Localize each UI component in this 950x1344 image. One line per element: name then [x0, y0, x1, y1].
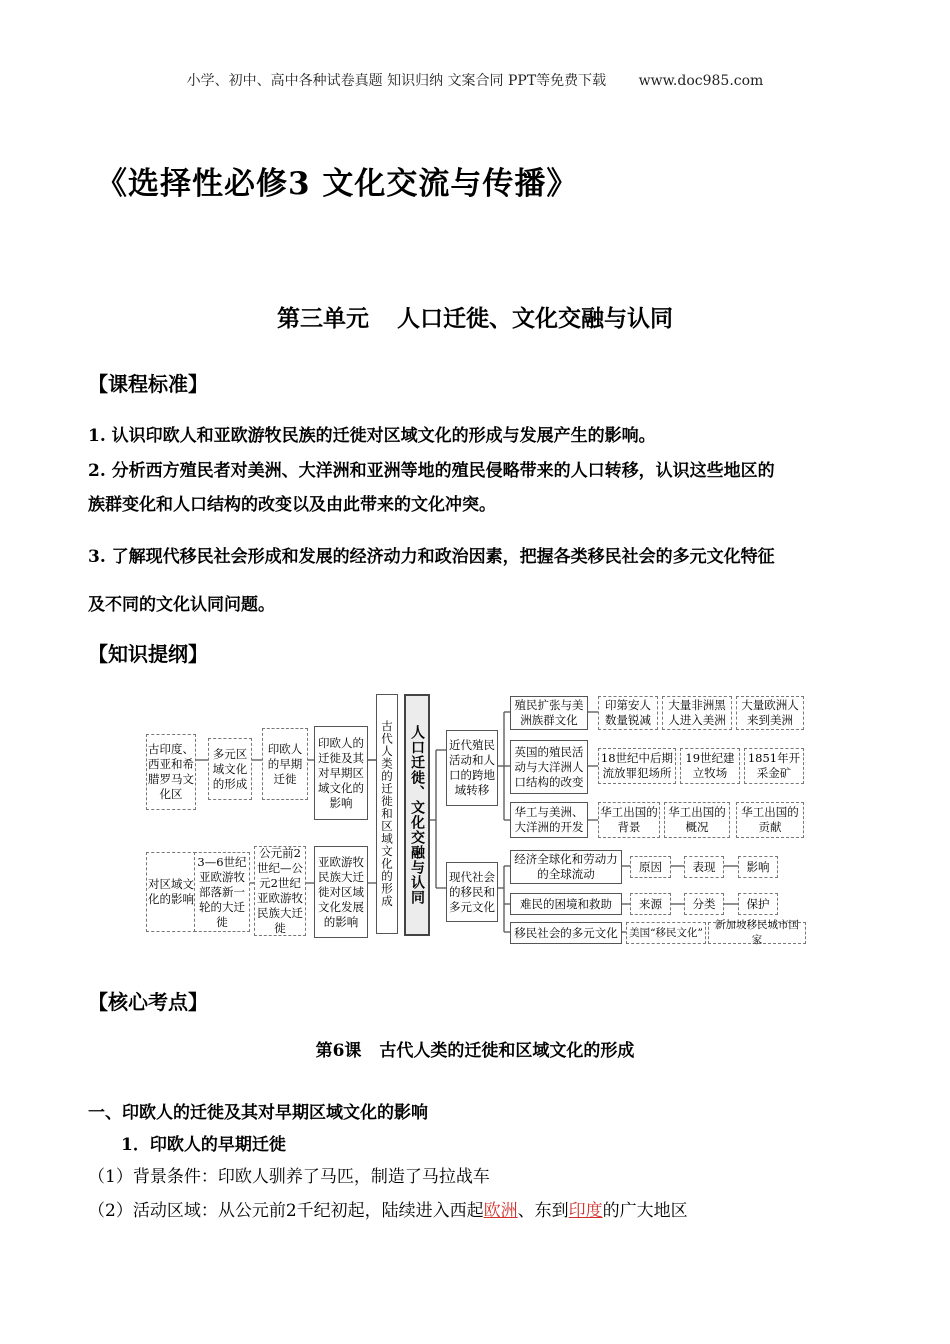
map-node: 印第安人数量锐减: [598, 696, 658, 730]
map-branch: 古代人类的迁徙和区域文化的形成: [376, 694, 398, 934]
map-node: 难民的困境和救助: [510, 893, 622, 915]
core-heading: 【核心考点】: [88, 990, 208, 1014]
map-node: 华工出国的背景: [598, 802, 660, 838]
unit-title: [0, 300, 950, 333]
map-node: 英国的殖民活动与大洋洲人口结构的改变: [510, 740, 588, 794]
standard-item: 1. 认识印欧人和亚欧游牧民族的迁徙对区域文化的形成与发展产生的影响。: [88, 426, 656, 446]
lesson-name: 古代人类的迁徙和区域文化的形成: [379, 1041, 635, 1061]
map-node: 保护: [738, 893, 778, 915]
lesson-title: [0, 1036, 950, 1061]
map-node: 影响: [738, 856, 778, 878]
page-header: [0, 70, 950, 90]
map-node: 公元前2世纪—公元2世纪亚欧游牧民族大迁徙: [254, 846, 306, 936]
body-line: （1）背景条件：印欧人驯养了马匹，制造了马拉战车: [88, 1167, 490, 1187]
keyword-india: 印度: [568, 1201, 603, 1221]
map-node: 古印度、西亚和希腊罗马文化区: [146, 734, 196, 810]
standard-item: 3. 了解现代移民社会形成和发展的经济动力和政治因素，把握各类移民社会的多元文化特征: [88, 547, 775, 567]
book-title: 《选择性必修3 文化交流与传播》: [96, 166, 579, 202]
map-node: 经济全球化和劳动力的全球流动: [510, 850, 622, 884]
map-node: 19世纪建立牧场: [680, 748, 740, 784]
section-title: 一、印欧人的迁徙及其对早期区域文化的影响: [88, 1103, 428, 1123]
map-node: 对区域文化的影响: [146, 852, 196, 932]
map-root: 人口迁徙、文化交融与认同: [404, 694, 430, 936]
map-node: 3—6世纪亚欧游牧部落新一轮的大迁徙: [194, 852, 250, 932]
map-node: 大量欧洲人来到美洲: [736, 696, 804, 730]
map-node: 印欧人的迁徙及其对早期区域文化的影响: [314, 726, 368, 820]
line2-mid: 、东到: [517, 1201, 569, 1221]
header-site-link[interactable]: www.doc985.com: [638, 73, 764, 89]
map-node: 移民社会的多元文化: [510, 922, 622, 944]
map-node: 1851年开采金矿: [744, 748, 804, 784]
map-node: 现代社会的移民和多元文化: [446, 862, 498, 922]
map-node: 原因: [630, 856, 671, 878]
map-node: 华工与美洲、大洋洲的开发: [510, 802, 588, 838]
map-node: 华工出国的贡献: [736, 802, 804, 838]
standard-item: 及不同的文化认同问题。: [88, 595, 275, 615]
unit-number: 第三单元: [277, 305, 369, 332]
lesson-number: 第6课: [315, 1041, 362, 1061]
map-node: 表现: [684, 856, 724, 878]
line2-suffix: 的广大地区: [602, 1201, 688, 1221]
standards-heading: 【课程标准】: [88, 372, 208, 396]
line2-prefix: （2）活动区域：从公元前2千纪初起，陆续进入西起: [88, 1201, 484, 1221]
map-node: 美国“移民文化”: [626, 922, 706, 944]
map-node: 印欧人的早期迁徙: [262, 728, 308, 800]
map-node: 18世纪中后期流放罪犯场所: [598, 748, 676, 784]
standard-item: 2. 分析西方殖民者对美洲、大洋洲和亚洲等地的殖民侵略带来的人口转移，认识这些地区的: [88, 461, 775, 481]
map-node: 大量非洲黑人进入美洲: [662, 696, 732, 730]
map-node: 华工出国的概况: [664, 802, 730, 838]
keyword-europe: 欧洲: [483, 1201, 518, 1221]
map-node: 来源: [630, 893, 671, 915]
header-text: 小学、初中、高中各种试卷真题 知识归纳 文案合同 PPT等免费下载: [186, 73, 607, 89]
knowledge-map: [146, 690, 808, 952]
map-node: 新加坡移民城市国家: [708, 922, 806, 944]
map-node: 近代殖民活动和人口的跨地域转移: [446, 730, 498, 806]
map-node: 亚欧游牧民族大迁徙对区域文化发展的影响: [314, 846, 368, 938]
body-line: [88, 1196, 688, 1221]
standard-item: 族群变化和人口结构的改变以及由此带来的文化冲突。: [88, 495, 496, 515]
map-node: 分类: [684, 893, 724, 915]
subsection-title: 1．印欧人的早期迁徙: [121, 1135, 286, 1155]
map-node: 多元区域文化的形成: [208, 738, 252, 800]
unit-name: 人口迁徙、文化交融与认同: [397, 305, 673, 332]
outline-heading: 【知识提纲】: [88, 642, 208, 666]
map-node: 殖民扩张与美洲族群文化: [510, 696, 588, 730]
